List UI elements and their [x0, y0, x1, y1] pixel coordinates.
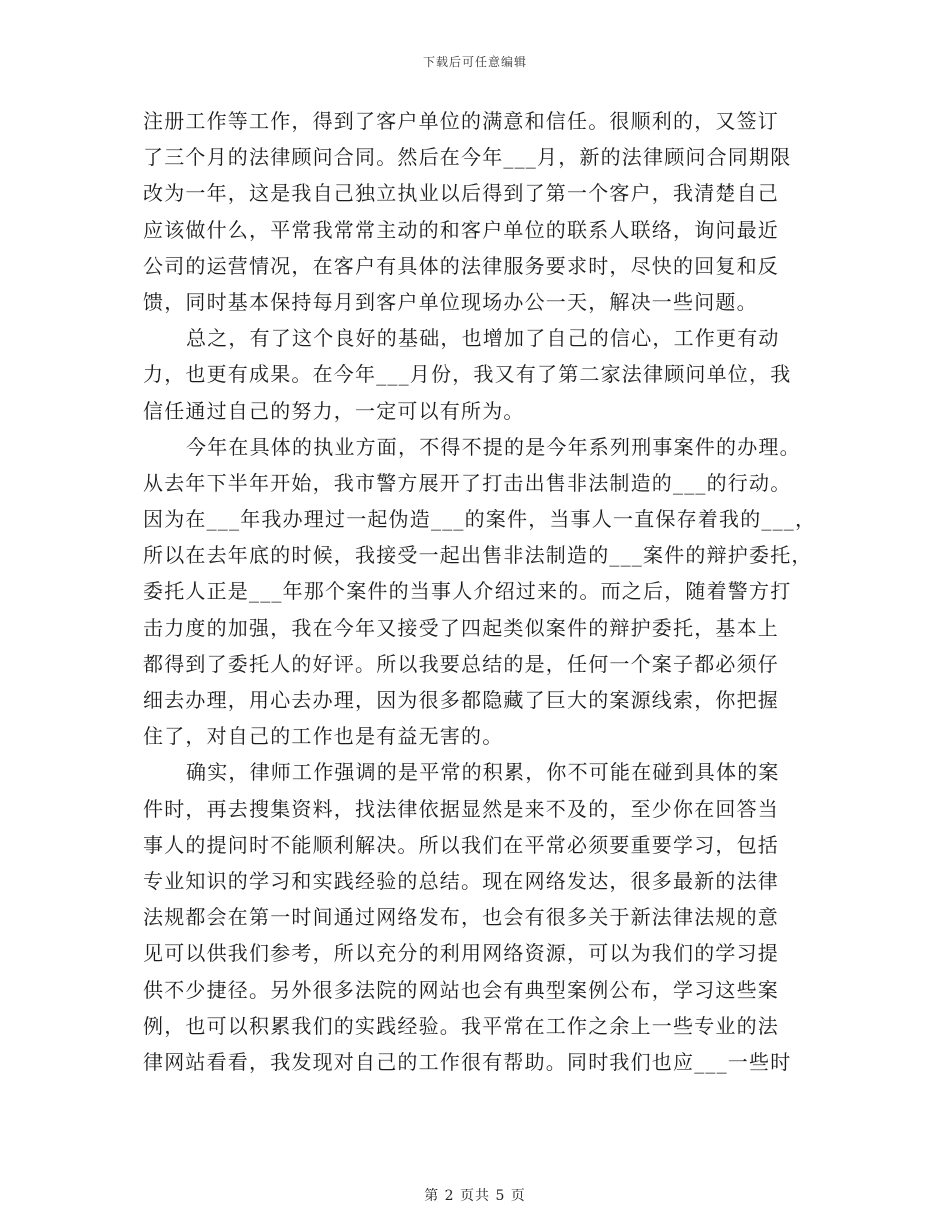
text-line: 应该做什么，平常我常常主动的和客户单位的联系人联络，询问最近 — [143, 217, 779, 242]
text-line: 注册工作等工作，得到了客户单位的满意和信任。很顺利的，又签订 — [143, 109, 779, 133]
text-line: 因为在___年我办理过一起伪造___的案件，当事人一直保存着我的___， — [143, 507, 817, 532]
text-line: 信任通过自己的努力，一定可以有所为。 — [143, 398, 525, 423]
text-line: 公司的运营情况，在客户有具体的法律服务要求时，尽快的回复和反 — [143, 253, 779, 278]
text-line: 专业知识的学习和实践经验的总结。现在网络发达，很多最新的法律 — [143, 868, 779, 893]
page-number: 第 2 页共 5 页 — [424, 1188, 526, 1204]
paragraph-start-line: 今年在具体的执业方面，不得不提的是今年系列刑事案件的办理。 — [186, 434, 801, 459]
text-line: 委托人正是___年那个案件的当事人介绍过来的。而之后，随着警方打 — [143, 579, 792, 604]
text-line: 改为一年，这是我自己独立执业以后得到了第一个客户，我清楚自己 — [143, 181, 779, 206]
text-line: 从去年下半年开始，我市警方展开了打击出售非法制造的___的行动。 — [143, 470, 792, 495]
text-line: 击力度的加强，我在今年又接受了四起类似案件的辩护委托，基本上 — [143, 615, 779, 640]
text-line: 了三个月的法律顾问合同。然后在今年___月，新的法律顾问合同期限 — [143, 145, 792, 170]
text-line: 事人的提问时不能顺利解决。所以我们在平常必须要重要学习，包括 — [143, 832, 779, 857]
text-line: 都得到了委托人的好评。所以我要总结的是，任何一个案子都必须仔 — [143, 651, 779, 676]
text-line: 律网站看看，我发现对自己的工作很有帮助。同时我们也应___一些时 — [143, 1049, 792, 1074]
text-line: 细去办理，用心去办理，因为很多都隐藏了巨大的案源线索，你把握 — [143, 688, 779, 712]
text-line: 住了，对自己的工作也是有益无害的。 — [143, 724, 504, 749]
text-line: 例，也可以积累我们的实践经验。我平常在工作之余上一些专业的法 — [143, 1013, 779, 1038]
text-line: 所以在去年底的时候，我接受一起出售非法制造的___案件的辩护委托， — [143, 543, 813, 568]
text-line: 力，也更有成果。在今年___月份，我又有了第二家法律顾问单位，我 — [143, 362, 792, 387]
text-line: 法规都会在第一时间通过网络发布，也会有很多关于新法律法规的意 — [143, 905, 779, 930]
text-line: 见可以供我们参考，所以充分的利用网络资源，可以为我们的学习提 — [143, 941, 779, 966]
text-line: 供不少捷径。另外很多法院的网站也会有典型案例公布，学习这些案 — [143, 977, 779, 1002]
paragraph-start-line: 总之，有了这个良好的基础，也增加了自己的信心，工作更有动 — [186, 326, 780, 351]
text-line: 馈，同时基本保持每月到客户单位现场办公一天，解决一些问题。 — [143, 289, 758, 314]
page-header: 下载后可任意编辑 — [422, 55, 527, 69]
text-line: 件时，再去搜集资料，找法律依据显然是来不及的，至少你在回答当 — [143, 796, 779, 821]
paragraph-start-line: 确实，律师工作强调的是平常的积累，你不可能在碰到具体的案 — [186, 760, 780, 785]
document-body — [143, 103, 823, 1080]
